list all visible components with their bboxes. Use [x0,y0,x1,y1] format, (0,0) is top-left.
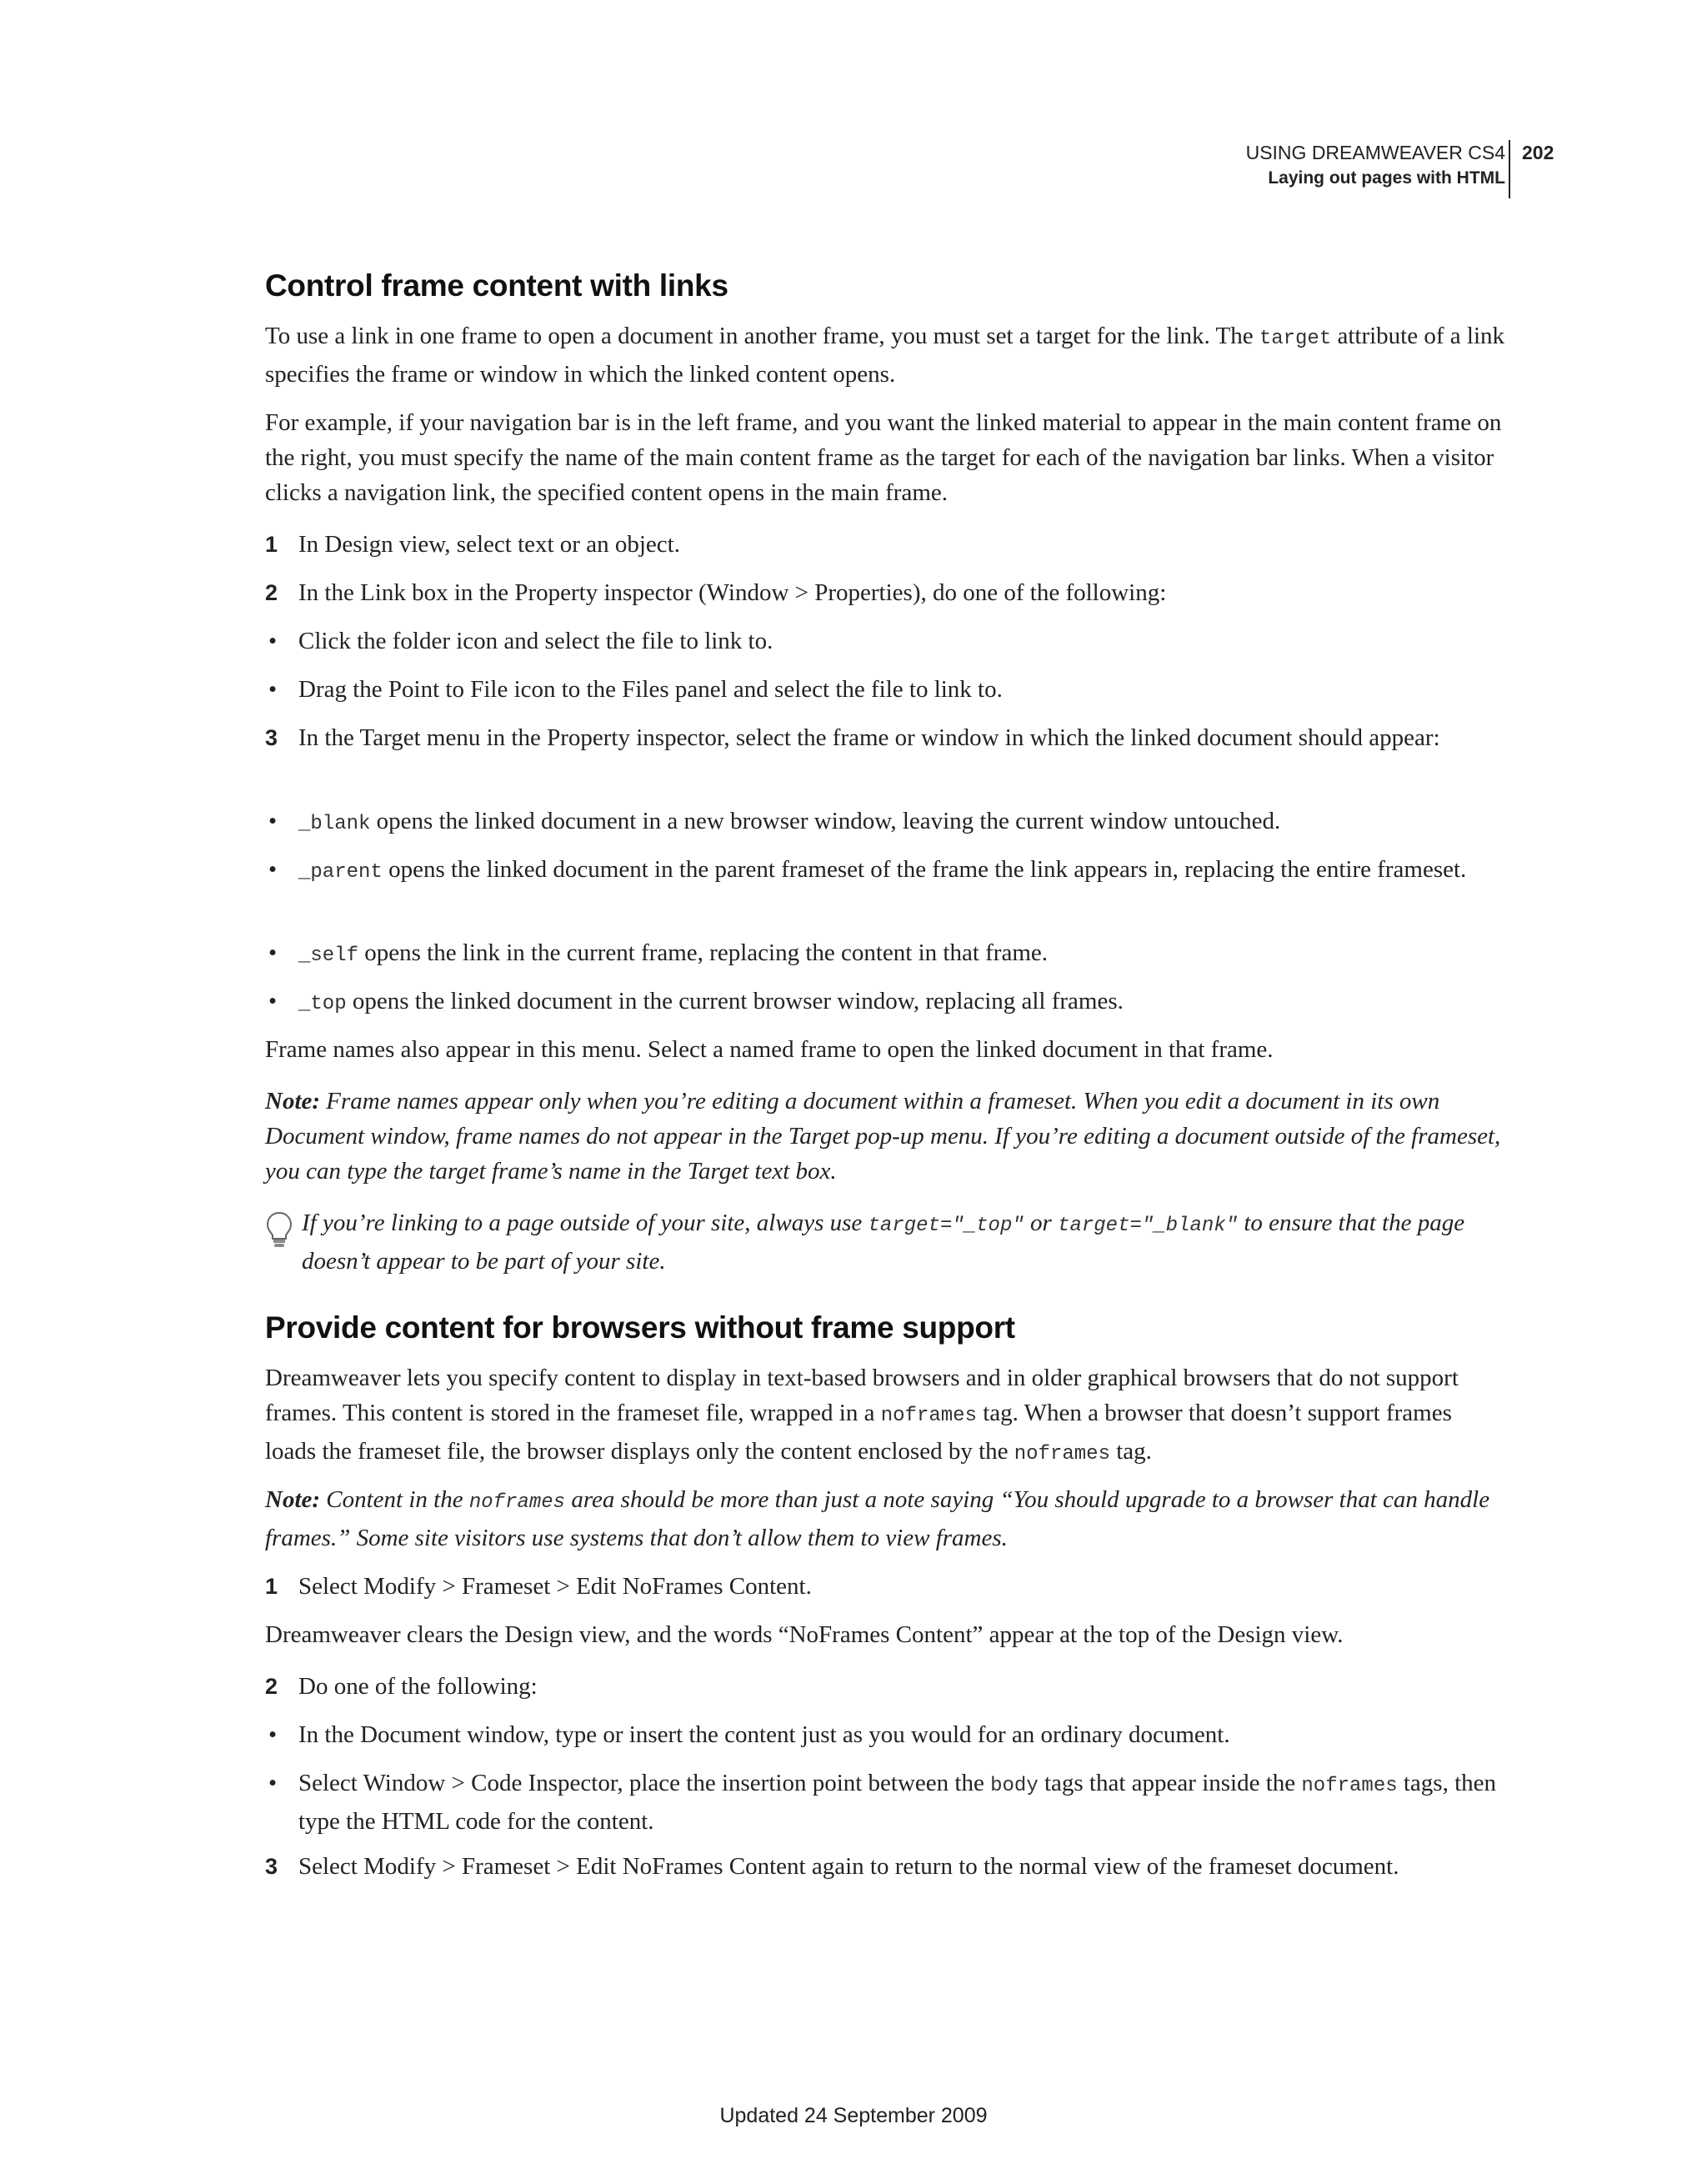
bullet-mark: • [268,628,278,654]
paragraph-design-view-cleared: Dreamweaver clears the Design view, and the words “NoFrames Content” appear at the top of the Design view. [265,1621,1344,1648]
bullet-text: Click the folder icon and select the file to link to. [298,628,773,654]
step-text: Select Modify > Frameset > Edit NoFrames Content. [298,1573,812,1600]
bullet-text: In the Document window, type or insert the content just as you would for an ordinary document. [298,1721,1230,1748]
text: attribute of a link specifies the frame or window in which the linked content opens. [265,323,1505,388]
step-number: 1 [265,532,278,557]
bullet-text [298,852,1507,890]
bullet-mark: • [268,856,278,883]
code-target: target [1259,328,1332,350]
bullet-mark: • [268,1721,278,1748]
note-text: area should be more than just a note saying “You should upgrade to a browser that can handle frames.” Some site visitors use systems that don’t allow them to view frames. [265,1486,1490,1551]
paragraph-frame-names: Frame names also appear in this menu. Select a named frame to open the linked document in that frame. [265,1036,1274,1063]
code-target-blank: target="_blank" [1058,1215,1239,1237]
text: To use a link in one frame to open a document in another frame, you must set a target for the link. The [265,323,1259,349]
tip-text [302,1205,1507,1279]
bullet-mark: • [268,1770,278,1796]
note-text: Frame names appear only when you’re editing a document within a frameset. When you edit a document in its own Document window, frame names do not appear in the Target pop-up menu. If you’re editing a document outside of the frameset, you can type the target frame’s name in the Target text box. [265,1088,1501,1185]
text: to ensure that the page doesn’t appear to be part of your site. [302,1210,1465,1275]
text: Dreamweaver lets you specify content to display in text-based browsers and in older graphical browsers that do not support frames. This content is stored in the frameset file, wrapped in a [265,1365,1459,1426]
tip-external-links [265,1205,1507,1275]
footer-updated-date: Updated 24 September 2009 [719,2104,988,2127]
lightbulb-icon [265,1210,293,1249]
text: opens the linked document in a new browser window, leaving the current window untouched. [370,808,1281,834]
code-target-top: target="_top" [868,1215,1024,1237]
text: tags, then type the HTML code for the content. [298,1770,1497,1835]
step-text: In the Target menu in the Property inspector, select the frame or window in which the linked document should appear: [298,724,1440,751]
bullet-mark: • [268,939,278,966]
step-number: 3 [265,725,278,750]
code-noframes: noframes [468,1491,566,1514]
note-text: Content in the [320,1486,469,1513]
section-heading-noframes: Provide content for browsers without frame support [265,1310,1015,1345]
step-text: Do one of the following: [298,1673,538,1700]
code-blank: _blank [298,813,371,835]
code-body: body [990,1775,1039,1797]
bullet-text [298,804,1507,842]
text: opens the linked document in the parent frameset of the frame the link appears in, replacing the entire frameset. [382,856,1467,883]
note-frame-names [265,1084,1507,1189]
header-divider [1509,140,1510,198]
text: tag. [1109,1438,1152,1465]
bullet-mark: • [268,676,278,703]
code-noframes: noframes [1301,1775,1398,1797]
note-label: Note: [265,1088,321,1115]
text: tags that appear inside the [1038,1770,1302,1796]
header-text [1246,140,1505,192]
bullet-text [298,935,1507,974]
step-number: 2 [265,1674,278,1699]
code-self: _self [298,944,359,967]
step-number: 1 [265,1574,278,1599]
bullet-mark: • [268,988,278,1014]
note-noframes-content [265,1482,1507,1555]
paragraph-navigation-example: For example, if your navigation bar is in the left frame, and you want the linked material to appear in the main content frame on the right, you must specify the name of the main content frame as the target for each of the navigation bar links. When a visitor clicks a navigation link, the specified content opens in the main frame. [265,409,1502,506]
code-noframes: noframes [1014,1443,1110,1465]
step-number: 2 [265,580,278,605]
paragraph-target-intro [265,318,1507,392]
step-text: In the Link box in the Property inspector (Window > Properties), do one of the following: [298,579,1167,606]
text: Select Window > Code Inspector, place the insertion point between the [298,1770,991,1796]
bullet-mark: • [268,808,278,834]
text: opens the linked document in the current browser window, replacing all frames. [346,988,1124,1014]
page-number: 202 [1522,142,1554,163]
section-heading-frame-links: Control frame content with links [265,268,728,303]
bullet-text [298,1766,1507,1839]
step-text: In Design view, select text or an object. [298,531,680,558]
header-title: USING DREAMWEAVER CS4 [1245,142,1505,163]
text: opens the link in the current frame, replacing the content in that frame. [358,939,1049,966]
bullet-text [298,984,1507,1022]
header-subtitle: Laying out pages with HTML [1268,168,1505,188]
code-noframes: noframes [880,1405,977,1427]
step-text: Select Modify > Frameset > Edit NoFrames Content again to return to the normal view of the frameset document. [298,1853,1399,1880]
text: or [1024,1210,1059,1236]
text: If you’re linking to a page outside of your site, always use [302,1210,869,1236]
text: tag. When a browser that doesn’t support frames loads the frameset file, the browser displays only the content enclosed by the [265,1400,1452,1465]
bullet-text: Drag the Point to File icon to the Files panel and select the file to link to. [298,676,1003,703]
note-label: Note: [265,1486,321,1513]
step-number: 3 [265,1854,278,1879]
running-header [0,140,1707,198]
paragraph-noframes-intro [265,1360,1507,1472]
code-parent: _parent [298,861,383,884]
code-top: _top [298,993,347,1015]
